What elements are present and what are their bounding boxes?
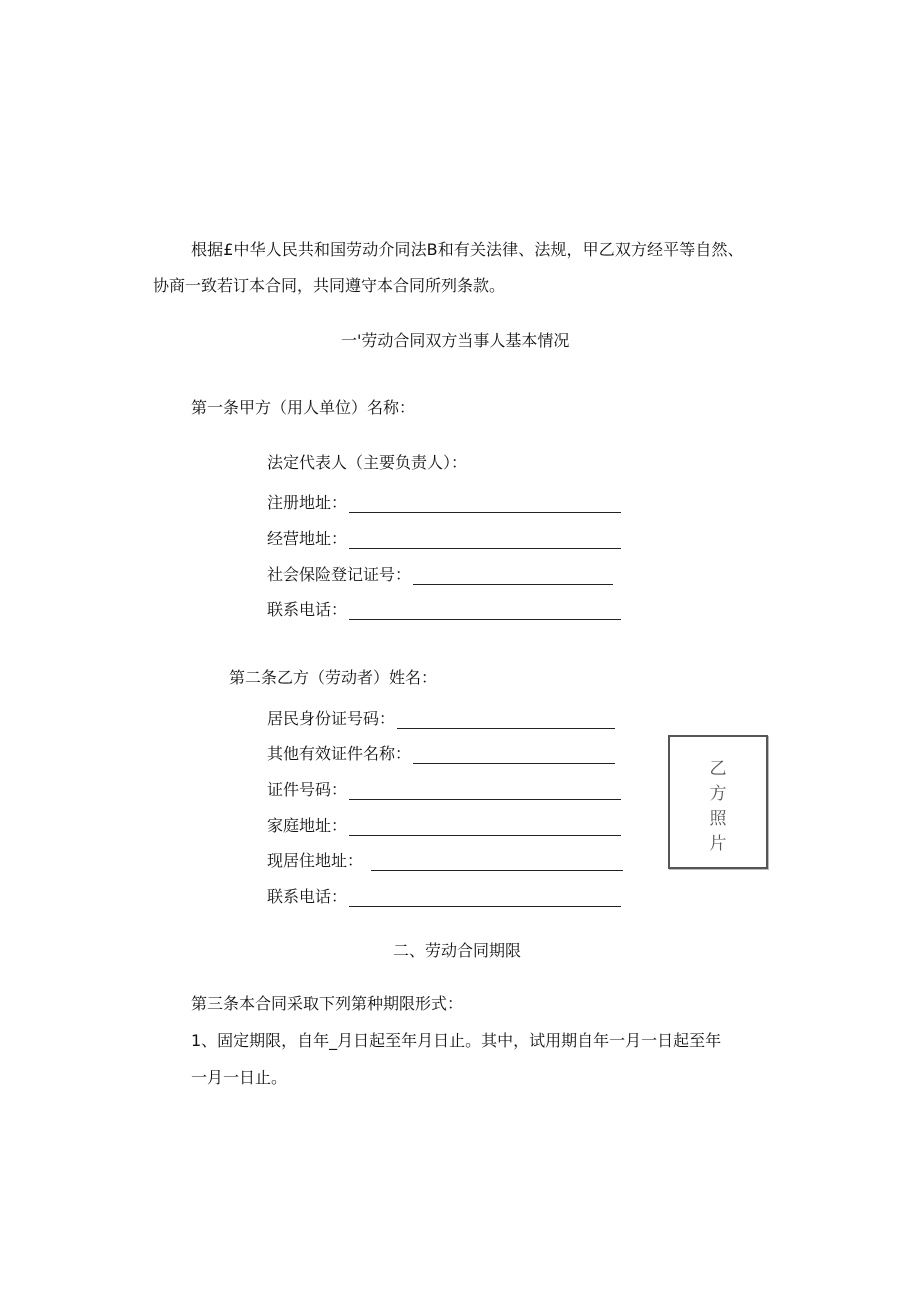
section-1-heading: 一'劳动合同双方当事人基本情况 (341, 331, 570, 350)
home-address-label: 家庭地址： (267, 816, 348, 835)
certificate-no-blank[interactable] (349, 783, 621, 800)
photo-box[interactable] (668, 735, 768, 869)
photo-char: 乙 (709, 759, 727, 779)
business-address-blank[interactable] (349, 532, 621, 549)
photo-char: 照 (709, 809, 727, 829)
other-id-name-field[interactable] (267, 744, 615, 764)
other-id-name-blank[interactable] (413, 747, 615, 764)
employer-phone-label: 联系电话： (267, 600, 348, 619)
intro-line-2: 协商一致若订本合同，共同遵守本合同所列条款。 (153, 276, 506, 295)
article-3-item-1-line-2: 一月一日止。 (191, 1068, 288, 1087)
other-id-name-label: 其他有效证件名称： (267, 744, 412, 763)
employee-phone-label: 联系电话： (267, 887, 348, 906)
employer-phone-field[interactable] (267, 600, 621, 620)
business-address-label: 经营地址： (267, 529, 348, 548)
employee-phone-blank[interactable] (349, 890, 621, 907)
photo-box-label (670, 757, 766, 857)
id-number-field[interactable] (267, 709, 615, 729)
social-security-no-label: 社会保险登记证号： (267, 565, 412, 584)
article-2-title: 第二条乙方（劳动者）姓名： (229, 668, 438, 687)
employee-phone-field[interactable] (267, 887, 621, 907)
employer-phone-blank[interactable] (349, 603, 621, 620)
registered-address-field[interactable] (267, 493, 621, 513)
photo-char: 方 (709, 784, 727, 804)
registered-address-label: 注册地址： (267, 493, 348, 512)
article-3-title: 第三条本合同采取下列第种期限形式： (191, 994, 464, 1013)
legal-representative-label: 法定代表人（主要负责人）： (267, 453, 468, 472)
certificate-no-label: 证件号码： (267, 780, 348, 799)
registered-address-blank[interactable] (349, 496, 621, 513)
photo-char: 片 (709, 834, 727, 854)
current-address-label: 现居住地址： (267, 851, 364, 870)
intro-line-1: 根据£中华人民共和国劳动介同法B和有关法律、法规，甲乙双方经平等自然、 (191, 240, 744, 259)
article-3-item-1-line-1: 1、固定期限，自年_月日起至年月日止。其中，试用期自年一月一日起至年 (191, 1031, 722, 1050)
section-2-heading: 二、劳动合同期限 (393, 941, 522, 960)
current-address-field[interactable] (267, 851, 623, 871)
business-address-field[interactable] (267, 529, 621, 549)
home-address-blank[interactable] (349, 819, 621, 836)
current-address-blank[interactable] (371, 854, 623, 871)
certificate-no-field[interactable] (267, 780, 621, 800)
article-1-title: 第一条甲方（用人单位）名称： (191, 398, 416, 417)
social-security-no-blank[interactable] (413, 568, 613, 585)
id-number-blank[interactable] (397, 712, 615, 729)
id-number-label: 居民身份证号码： (267, 709, 396, 728)
social-security-no-field[interactable] (267, 565, 613, 585)
home-address-field[interactable] (267, 816, 621, 836)
